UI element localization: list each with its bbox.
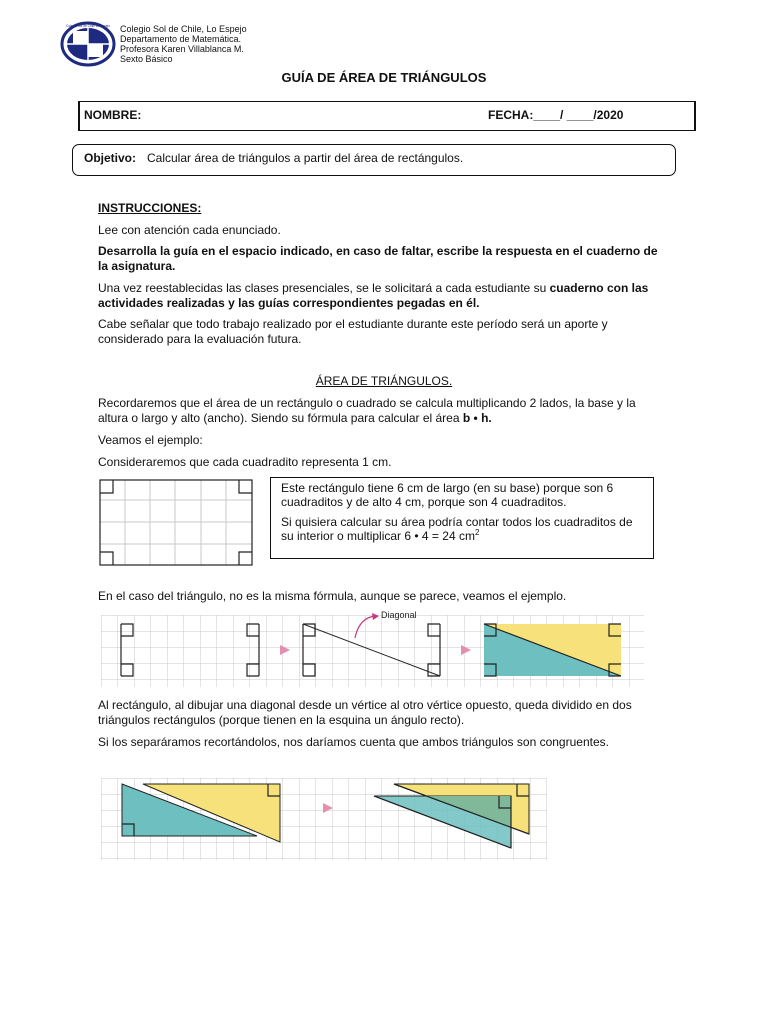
grade: Sexto Básico [120,54,173,64]
section-p6: Si los separáramos recortándolos, nos daríamos cuenta que ambos triángulos son congruentes. [98,735,609,749]
school-logo [60,21,116,67]
instruction-4: Cabe señalar que todo trabajo realizado por el estudiante durante este período será un aporte y considerado para la evaluación futura. [98,317,608,346]
box-paragraph-2-text: Si quisiera calcular su área podría contar todos los cuadraditos de su interior o multiplicar 6 • 4 = 24 cm [281,515,633,543]
box-paragraph-2 [281,515,643,543]
date-label: FECHA:____/ ____/2020 [488,108,624,122]
rectangle-grid-figure [97,477,257,569]
area-formula: b • h. [462,411,492,425]
objective-box [72,144,676,176]
section-heading: ÁREA DE TRIÁNGULOS. [315,374,453,388]
instruction-1: Lee con atención cada enunciado. [98,223,281,237]
box-paragraph-1: Este rectángulo tiene 6 cm de largo (en su base) porque son 6 cuadraditos y de alto 4 cm, porque son 4 cuadraditos. [281,481,614,509]
logo-text: Colegio Sol de Chile Lo Espejo [66,24,110,28]
teacher-name: Profesora Karen Villablanca M. [120,44,244,54]
department: Departamento de Matemática. [120,34,242,44]
instruction-3-bold: cuaderno con las actividades realizadas y las guías correspondientes pegadas en él. [98,281,649,310]
instruction-2: Desarrolla la guía en el espacio indicado, en caso de faltar, escribe la respuesta en el cuaderno de la asignatura. [98,244,658,273]
school-name: Colegio Sol de Chile, Lo Espejo [120,24,247,34]
squared-superscript: 2 [474,528,480,537]
name-label: NOMBRE: [84,108,142,122]
objective-label: Objetivo: [84,151,137,165]
page-title: GUÍA DE ÁREA DE TRIÁNGULOS [281,70,487,85]
diagonal-figure [97,608,647,688]
instruction-3 [98,281,668,311]
diagonal-label: Diagonal [381,610,417,620]
objective-text: Calcular área de triángulos a partir del área de rectángulos. [147,151,464,165]
section-p1 [98,396,668,426]
section-p4: En el caso del triángulo, no es la misma fórmula, aunque se parece, veamos el ejemplo. [98,589,567,603]
section-p3: Consideraremos que cada cuadradito representa 1 cm. [98,455,392,469]
name-date-box [78,101,696,131]
separated-triangles-figure [97,774,551,860]
section-p1-text: Recordaremos que el área de un rectángulo o cuadrado se calcula multiplicando 2 lados, la base y la altura o largo y alto (ancho). Siendo su fórmula para calcular el área [98,396,636,425]
section-p2: Veamos el ejemplo: [98,433,203,447]
section-p5: Al rectángulo, al dibujar una diagonal desde un vértice al otro vértice opuesto, queda dividido en dos triángulos rectángulos (porque tienen en la esquina un ángulo recto). [98,698,632,727]
rectangle-explanation-box [270,477,654,559]
instruction-3-normal: Una vez reestablecidas las clases presenciales, se le solicitará a cada estudiante su [98,281,547,295]
instructions-heading: INSTRUCCIONES: [98,201,202,215]
